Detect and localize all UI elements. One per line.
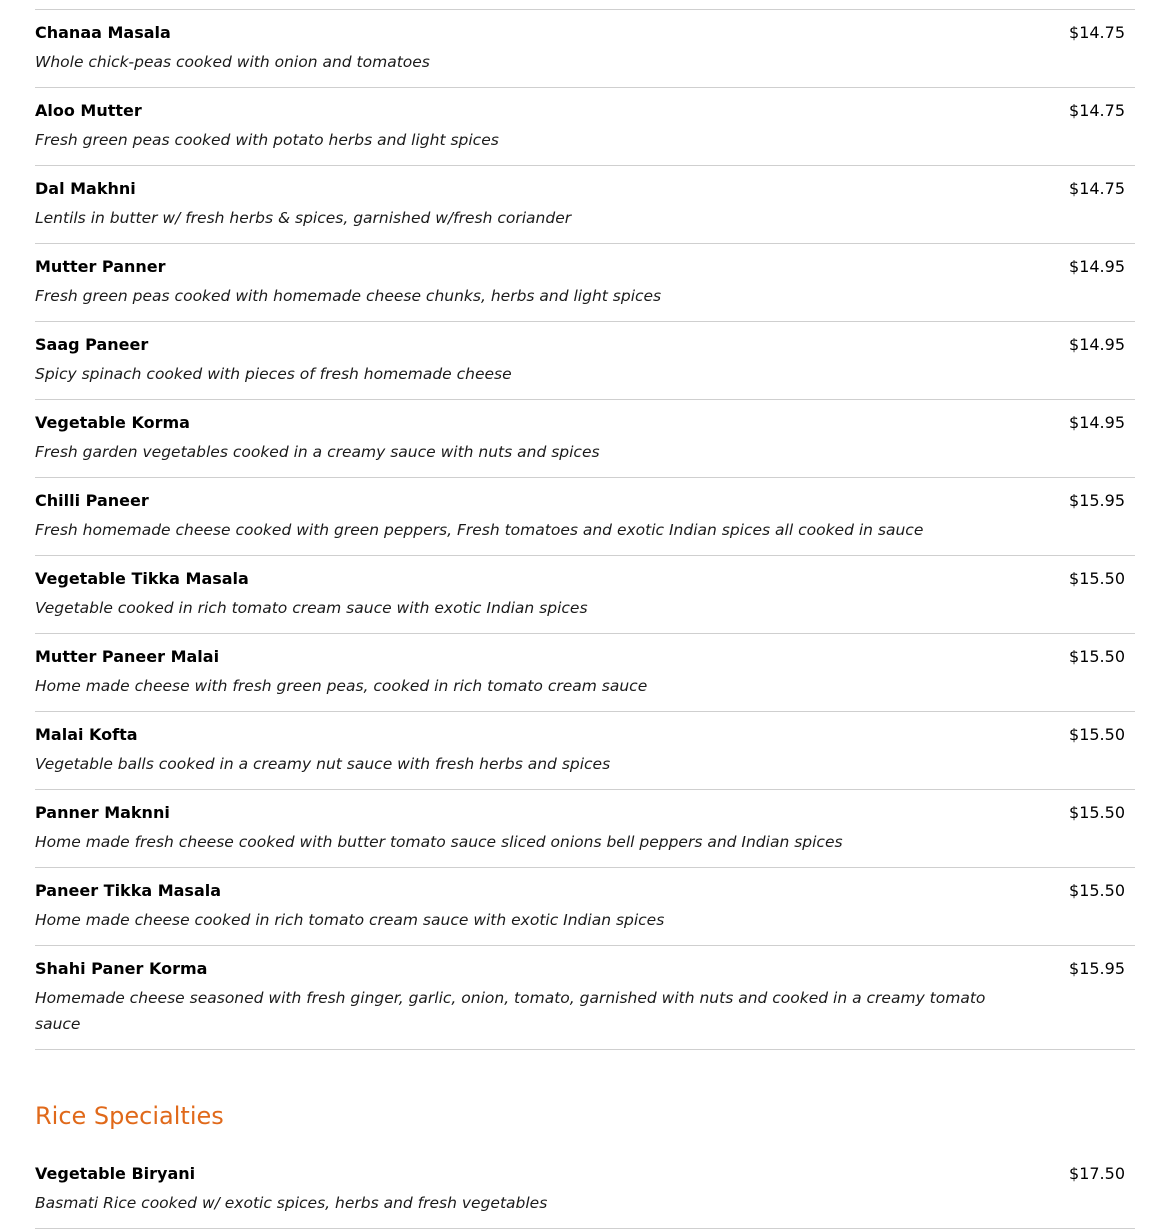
item-name: Aloo Mutter — [35, 101, 142, 120]
item-name: Malai Kofta — [35, 725, 138, 744]
item-price: $14.75 — [1069, 179, 1125, 198]
item-name: Saag Paneer — [35, 335, 149, 354]
item-price: $15.50 — [1069, 803, 1125, 822]
item-description: Lentils in butter w/ fresh herbs & spices, garnished w/fresh coriander — [35, 209, 572, 227]
item-name: Panner Maknni — [35, 803, 170, 822]
item-description: Vegetable balls cooked in a creamy nut sauce with fresh herbs and spices — [35, 755, 611, 773]
menu-item — [35, 400, 1135, 478]
item-price: $17.50 — [1069, 1163, 1125, 1183]
rice-specialties-list — [35, 1151, 1135, 1229]
item-price: $14.95 — [1069, 257, 1125, 276]
item-name: Vegetable Korma — [35, 413, 190, 432]
menu-item — [35, 88, 1135, 166]
item-description: Home made cheese with fresh green peas, cooked in rich tomato cream sauce — [35, 677, 648, 695]
menu-item — [35, 1151, 1135, 1229]
section-heading-rice-specialties: Rice Specialties — [35, 1102, 224, 1130]
menu-item — [35, 556, 1135, 634]
item-description: Fresh garden vegetables cooked in a creamy sauce with nuts and spices — [35, 443, 600, 461]
item-description: Whole chick-peas cooked with onion and tomatoes — [35, 53, 430, 71]
menu-item — [35, 166, 1135, 244]
item-name: Vegetable Biryani — [35, 1163, 196, 1183]
item-price: $15.95 — [1069, 491, 1125, 510]
item-name: Mutter Paneer Malai — [35, 647, 220, 666]
item-price: $14.95 — [1069, 413, 1125, 432]
item-description: Basmati Rice cooked w/ exotic spices, herbs and fresh vegetables — [35, 1193, 548, 1212]
menu-item — [35, 322, 1135, 400]
entrees-list — [35, 9, 1135, 1050]
menu-item — [35, 712, 1135, 790]
item-name: Chilli Paneer — [35, 491, 149, 510]
item-description: Vegetable cooked in rich tomato cream sauce with exotic Indian spices — [35, 599, 588, 617]
item-name: Mutter Panner — [35, 257, 166, 276]
item-name: Paneer Tikka Masala — [35, 881, 222, 900]
item-name: Shahi Paner Korma — [35, 959, 208, 978]
item-price: $15.95 — [1069, 959, 1125, 978]
menu-item — [35, 946, 1135, 1050]
menu-item — [35, 10, 1135, 88]
item-description: Fresh green peas cooked with homemade cheese chunks, herbs and light spices — [35, 287, 662, 305]
item-description: Spicy spinach cooked with pieces of fresh homemade cheese — [35, 365, 512, 383]
item-price: $15.50 — [1069, 647, 1125, 666]
menu-item — [35, 790, 1135, 868]
item-price: $15.50 — [1069, 725, 1125, 744]
item-description: Homemade cheese seasoned with fresh ginger, garlic, onion, tomato, garnished with nuts and cooked in a creamy tomato sauce — [35, 989, 986, 1033]
item-price: $14.75 — [1069, 101, 1125, 120]
menu-item — [35, 244, 1135, 322]
item-name: Vegetable Tikka Masala — [35, 569, 249, 588]
item-price: $15.50 — [1069, 881, 1125, 900]
item-description: Fresh homemade cheese cooked with green peppers, Fresh tomatoes and exotic Indian spices all cooked in sauce — [35, 521, 924, 539]
menu-page — [35, 9, 1135, 1229]
item-name: Chanaa Masala — [35, 23, 171, 42]
item-price: $14.95 — [1069, 335, 1125, 354]
item-price: $14.75 — [1069, 23, 1125, 42]
menu-item — [35, 478, 1135, 556]
item-description: Home made cheese cooked in rich tomato cream sauce with exotic Indian spices — [35, 911, 665, 929]
item-price: $15.50 — [1069, 569, 1125, 588]
item-name: Dal Makhni — [35, 179, 136, 198]
menu-item — [35, 868, 1135, 946]
menu-item — [35, 634, 1135, 712]
item-description: Fresh green peas cooked with potato herbs and light spices — [35, 131, 499, 149]
item-description: Home made fresh cheese cooked with butter tomato sauce sliced onions bell peppers and Indian spices — [35, 833, 843, 851]
